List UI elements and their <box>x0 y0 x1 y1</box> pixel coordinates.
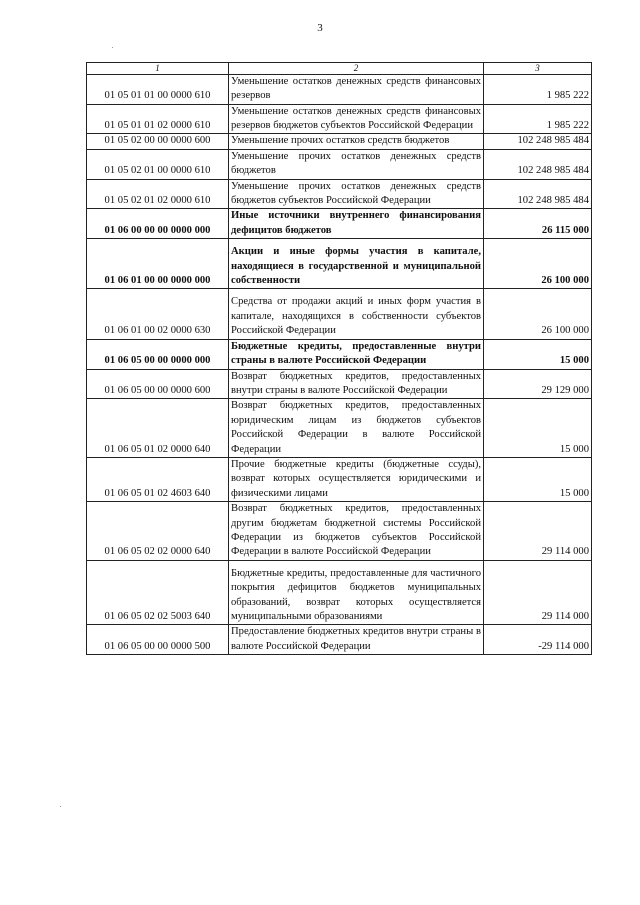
item-amount: -29 114 000 <box>484 625 592 655</box>
item-amount: 15 000 <box>484 339 592 369</box>
budget-code: 01 05 02 00 00 0000 600 <box>87 134 229 149</box>
item-amount: 26 100 000 <box>484 239 592 289</box>
item-amount: 29 129 000 <box>484 369 592 399</box>
budget-code: 01 05 02 01 02 0000 610 <box>87 179 229 209</box>
item-name: Бюджетные кредиты, предоставленные внутри страны в валюте Российской Федерации <box>229 339 484 369</box>
item-name: Средства от продажи акций и иных форм участия в капитале, находящихся в собственности субъектов Российской Федерации <box>229 289 484 339</box>
table-row-group-heading <box>87 339 592 369</box>
item-name: Возврат бюджетных кредитов, предоставленных другим бюджетам бюджетной системы Российской Федерации из бюджетов субъектов Российской Федерации в валюте Российской Федерации <box>229 502 484 561</box>
budget-sources-table <box>86 62 592 655</box>
page-number: 3 <box>317 22 323 34</box>
budget-code: 01 06 05 01 02 4603 640 <box>87 457 229 501</box>
item-amount: 102 248 985 484 <box>484 134 592 149</box>
item-name: Акции и иные формы участия в капитале, находящиеся в государственной и муниципальной собственности <box>229 239 484 289</box>
item-amount: 102 248 985 484 <box>484 179 592 209</box>
budget-code: 01 06 05 02 02 5003 640 <box>87 560 229 625</box>
item-name: Уменьшение прочих остатков средств бюджетов <box>229 134 484 149</box>
item-name: Уменьшение остатков денежных средств финансовых резервов бюджетов субъектов Российской Федерации <box>229 104 484 134</box>
item-amount: 1 985 222 <box>484 74 592 104</box>
budget-code: 01 05 02 01 00 0000 610 <box>87 149 229 179</box>
budget-code: 01 06 05 01 02 0000 640 <box>87 399 229 458</box>
column-header-name: 2 <box>229 63 484 75</box>
table-row <box>87 502 592 561</box>
scan-speck <box>112 47 113 48</box>
budget-code: 01 06 05 00 00 0000 600 <box>87 369 229 399</box>
budget-code: 01 06 01 00 02 0000 630 <box>87 289 229 339</box>
item-amount: 102 248 985 484 <box>484 149 592 179</box>
budget-code: 01 05 01 01 00 0000 610 <box>87 74 229 104</box>
budget-code: 01 06 05 00 00 0000 000 <box>87 339 229 369</box>
budget-code: 01 05 01 01 02 0000 610 <box>87 104 229 134</box>
item-name: Бюджетные кредиты, предоставленные для частичного покрытия дефицитов бюджетов муниципальных образований, возврат которых осуществляется муниципальными образованиями <box>229 560 484 625</box>
item-amount: 26 115 000 <box>484 209 592 239</box>
table-header-row <box>87 63 592 75</box>
item-name: Прочие бюджетные кредиты (бюджетные ссуды), возврат которых осуществляется юридическими и физическими лицами <box>229 457 484 501</box>
item-name: Иные источники внутреннего финансирования дефицитов бюджетов <box>229 209 484 239</box>
budget-code: 01 06 00 00 00 0000 000 <box>87 209 229 239</box>
table-row-group-heading <box>87 239 592 289</box>
table-row <box>87 625 592 655</box>
item-name: Предоставление бюджетных кредитов внутри страны в валюте Российской Федерации <box>229 625 484 655</box>
item-amount: 26 100 000 <box>484 289 592 339</box>
budget-code: 01 06 05 00 00 0000 500 <box>87 625 229 655</box>
table-row <box>87 369 592 399</box>
item-name: Уменьшение прочих остатков денежных средств бюджетов субъектов Российской Федерации <box>229 179 484 209</box>
item-name: Возврат бюджетных кредитов, предоставленных внутри страны в валюте Российской Федерации <box>229 369 484 399</box>
table-row <box>87 457 592 501</box>
table-row <box>87 560 592 625</box>
budget-code: 01 06 05 02 02 0000 640 <box>87 502 229 561</box>
budget-code: 01 06 01 00 00 0000 000 <box>87 239 229 289</box>
table-row <box>87 134 592 149</box>
table-row <box>87 289 592 339</box>
item-name: Возврат бюджетных кредитов, предоставленных юридическим лицам из бюджетов субъектов Российской Федерации в валюте Российской Федерации <box>229 399 484 458</box>
scan-speck <box>60 806 61 807</box>
item-amount: 15 000 <box>484 457 592 501</box>
table-row <box>87 179 592 209</box>
table-row <box>87 74 592 104</box>
item-name: Уменьшение остатков денежных средств финансовых резервов <box>229 74 484 104</box>
column-header-amount: 3 <box>484 63 592 75</box>
table-row <box>87 149 592 179</box>
item-amount: 1 985 222 <box>484 104 592 134</box>
table-row-group-heading <box>87 209 592 239</box>
item-name: Уменьшение прочих остатков денежных средств бюджетов <box>229 149 484 179</box>
item-amount: 15 000 <box>484 399 592 458</box>
column-header-code: 1 <box>87 63 229 75</box>
table-row <box>87 399 592 458</box>
table-row <box>87 104 592 134</box>
item-amount: 29 114 000 <box>484 560 592 625</box>
item-amount: 29 114 000 <box>484 502 592 561</box>
